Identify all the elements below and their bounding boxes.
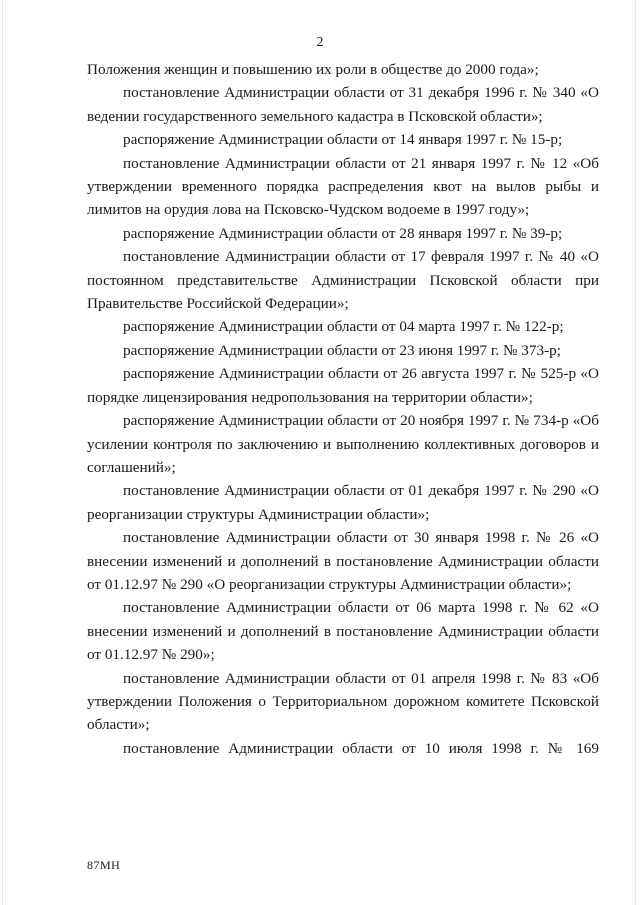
scan-edge-left [2, 0, 3, 905]
footer-code: 87МН [87, 858, 121, 872]
paragraph: постановление Администрации области от 21 января 1997 г. № 12 «Об утверждении временного порядка распределения квот на вылов рыбы и лимитов на орудия лова на Псковско-Чудском водоеме в 1997 году»; [87, 154, 599, 219]
paragraph: постановление Администрации области от 01 апреля 1998 г. № 83 «Об утверждении Положения о Территориальном дорожном комитете Псковской области»; [87, 669, 599, 734]
page-number: 2 [316, 35, 324, 50]
paragraph: постановление Администрации области от 01 декабря 1997 г. № 290 «О реорганизации структуры Администрации области»; [87, 482, 599, 523]
paragraph: Положения женщин и повышению их роли в обществе до 2000 года»; [87, 61, 539, 78]
paragraph: постановление Администрации области от 31 декабря 1996 г. № 340 «О ведении государственного земельного кадастра в Псковской области»; [87, 84, 599, 125]
document-body [87, 58, 599, 760]
paragraph: постановление Администрации области от 17 февраля 1997 г. № 40 «О постоянном представительстве Администрации Псковской области при Правительстве Российской Федерации»; [87, 248, 599, 313]
paragraph: распоряжение Администрации области от 14 января 1997 г. № 15-р; [123, 131, 563, 149]
paragraph: распоряжение Администрации области от 20 ноября 1997 г. № 734-р «Об усилении контроля по заключению и выполнению коллективных договоров и соглашений»; [87, 412, 599, 476]
paragraph: постановление Администрации области от 06 марта 1998 г. № 62 «О внесении изменений и дополнений в постановление Администрации области от 01.12.97 № 290»; [87, 599, 599, 664]
scan-edge-right [635, 0, 636, 905]
paragraph: распоряжение Администрации области от 23 июня 1997 г. № 373-р; [123, 341, 561, 359]
paragraph: постановление Администрации области от 30 января 1998 г. № 26 «О внесении изменений и дополнений в постановление Администрации области от 01.12.97 № 290 «О реорганизации структуры Администрации области»; [87, 529, 599, 593]
paragraph: распоряжение Администрации области от 26 августа 1997 г. № 525-р «О порядке лицензирования недропользования на территории области»; [87, 365, 599, 406]
paragraph: постановление Администрации области от 10 июля 1998 г. № 169 [123, 739, 599, 757]
paragraph: распоряжение Администрации области от 04 марта 1997 г. № 122-р; [123, 318, 564, 336]
paragraph: распоряжение Администрации области от 28 января 1997 г. № 39-р; [123, 224, 563, 242]
